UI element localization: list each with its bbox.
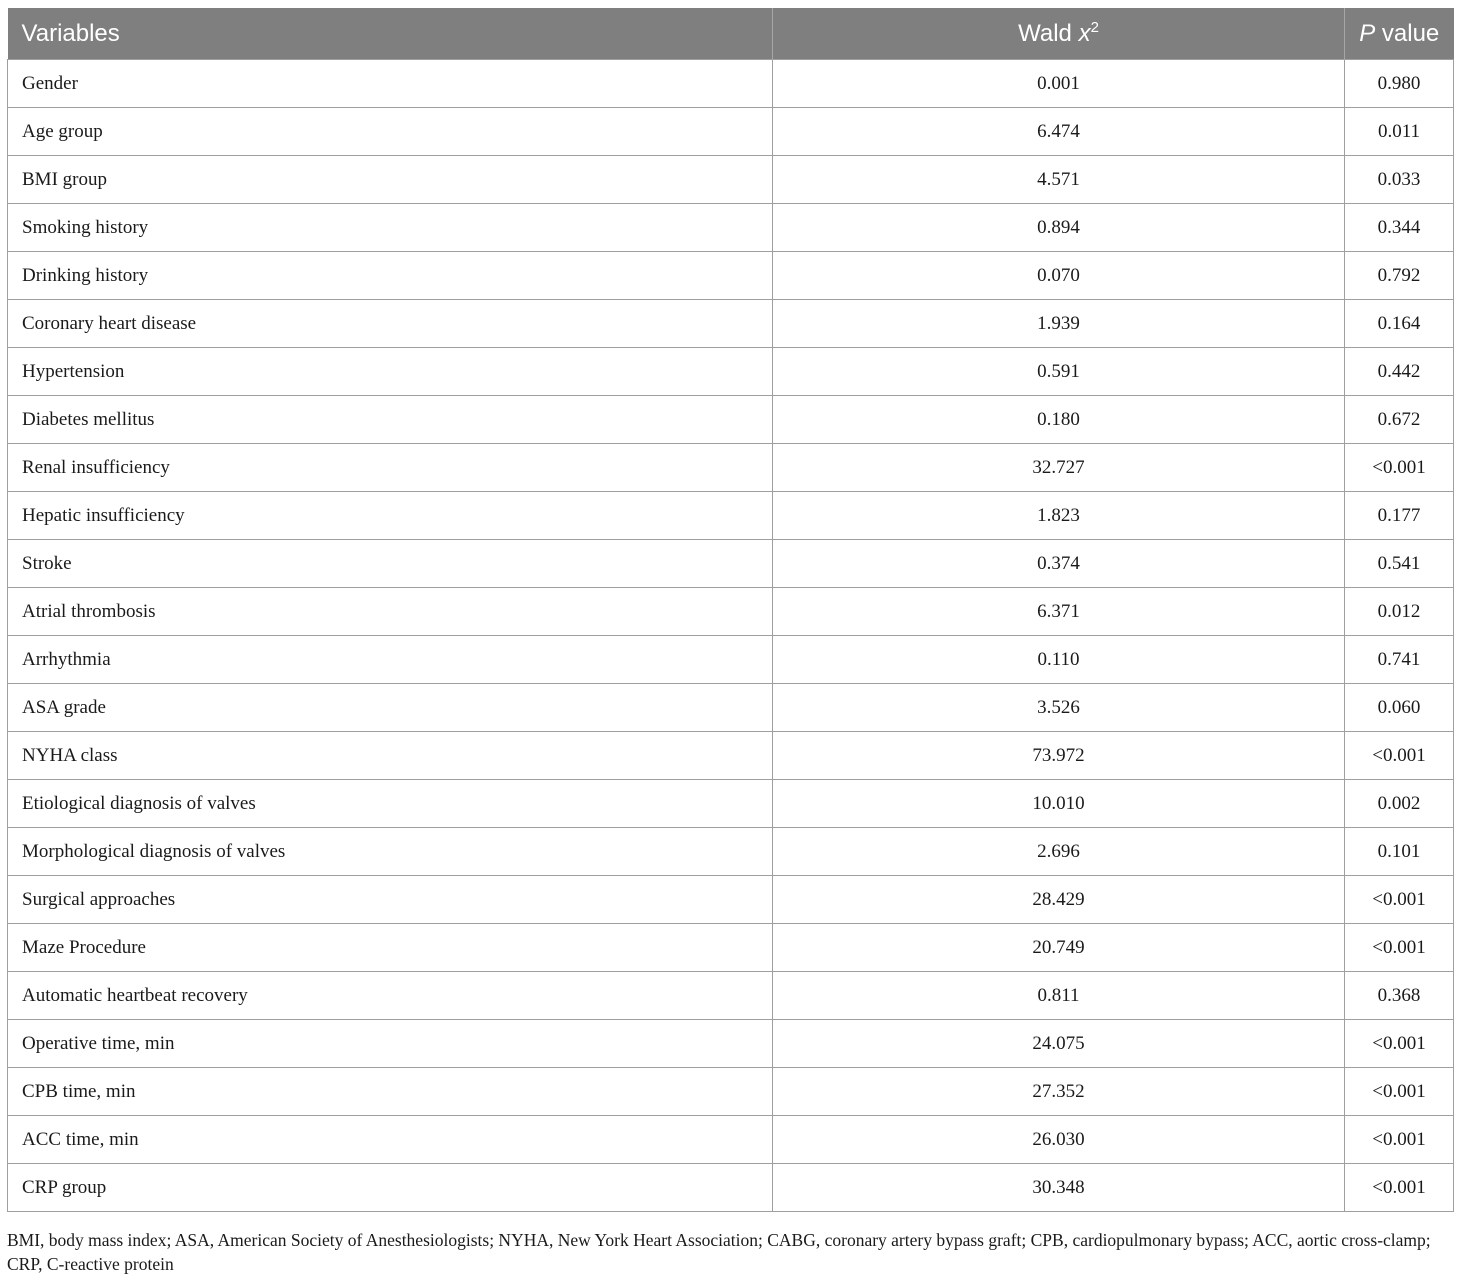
cell-variable: Age group: [8, 108, 773, 156]
cell-wald-chi-square: 30.348: [773, 1164, 1345, 1212]
cell-variable: Atrial thrombosis: [8, 588, 773, 636]
table-row: [8, 780, 1454, 828]
cell-p-value: <0.001: [1345, 1164, 1454, 1212]
cell-variable: Etiological diagnosis of valves: [8, 780, 773, 828]
table-row: [8, 156, 1454, 204]
cell-variable: Hypertension: [8, 348, 773, 396]
table-row: [8, 876, 1454, 924]
table-row: [8, 924, 1454, 972]
cell-p-value: 0.541: [1345, 540, 1454, 588]
cell-variable: Gender: [8, 60, 773, 108]
cell-wald-chi-square: 6.371: [773, 588, 1345, 636]
table-header: [8, 8, 1454, 60]
table-row: [8, 540, 1454, 588]
cell-p-value: 0.164: [1345, 300, 1454, 348]
cell-wald-chi-square: 27.352: [773, 1068, 1345, 1116]
results-table-container: [7, 8, 1453, 1212]
header-p-italic: P: [1359, 19, 1376, 47]
table-row: [8, 444, 1454, 492]
cell-p-value: 0.792: [1345, 252, 1454, 300]
table-row: [8, 252, 1454, 300]
cell-p-value: 0.980: [1345, 60, 1454, 108]
cell-p-value: <0.001: [1345, 444, 1454, 492]
cell-p-value: <0.001: [1345, 732, 1454, 780]
table-row: [8, 828, 1454, 876]
results-table: [7, 8, 1454, 1212]
header-wald-superscript: 2: [1090, 18, 1099, 36]
cell-p-value: 0.344: [1345, 204, 1454, 252]
table-row: [8, 60, 1454, 108]
cell-wald-chi-square: 3.526: [773, 684, 1345, 732]
table-row: [8, 684, 1454, 732]
table-row: [8, 492, 1454, 540]
cell-wald-chi-square: 10.010: [773, 780, 1345, 828]
cell-p-value: 0.368: [1345, 972, 1454, 1020]
table-footnote: BMI, body mass index; ASA, American Society of Anesthesiologists; NYHA, New York Heart Association; CABG, coronary artery bypass graft; CPB, cardiopulmonary bypass; ACC, aortic cross-clamp; CRP, C-reactive protein: [7, 1230, 1431, 1274]
cell-wald-chi-square: 73.972: [773, 732, 1345, 780]
table-row: [8, 300, 1454, 348]
table-row: [8, 108, 1454, 156]
cell-p-value: 0.012: [1345, 588, 1454, 636]
cell-p-value: 0.033: [1345, 156, 1454, 204]
cell-wald-chi-square: 28.429: [773, 876, 1345, 924]
cell-wald-chi-square: 4.571: [773, 156, 1345, 204]
table-row: [8, 1164, 1454, 1212]
cell-p-value: 0.011: [1345, 108, 1454, 156]
cell-p-value: 0.101: [1345, 828, 1454, 876]
cell-variable: ASA grade: [8, 684, 773, 732]
table-body: [8, 60, 1454, 1212]
cell-p-value: 0.060: [1345, 684, 1454, 732]
cell-variable: Stroke: [8, 540, 773, 588]
cell-wald-chi-square: 0.001: [773, 60, 1345, 108]
cell-variable: Renal insufficiency: [8, 444, 773, 492]
cell-wald-chi-square: 2.696: [773, 828, 1345, 876]
cell-variable: NYHA class: [8, 732, 773, 780]
table-row: [8, 348, 1454, 396]
header-wald-italic: x: [1078, 19, 1091, 47]
cell-wald-chi-square: 0.070: [773, 252, 1345, 300]
header-variables: Variables: [8, 8, 773, 60]
cell-wald-chi-square: 20.749: [773, 924, 1345, 972]
cell-variable: Diabetes mellitus: [8, 396, 773, 444]
cell-p-value: <0.001: [1345, 924, 1454, 972]
header-wald-label: Wald: [1018, 19, 1079, 47]
cell-variable: ACC time, min: [8, 1116, 773, 1164]
cell-wald-chi-square: 32.727: [773, 444, 1345, 492]
cell-wald-chi-square: 1.939: [773, 300, 1345, 348]
table-row: [8, 636, 1454, 684]
header-wald-chi-square: [773, 8, 1345, 60]
cell-variable: Maze Procedure: [8, 924, 773, 972]
cell-wald-chi-square: 1.823: [773, 492, 1345, 540]
cell-variable: Smoking history: [8, 204, 773, 252]
table-row: [8, 588, 1454, 636]
cell-variable: Surgical approaches: [8, 876, 773, 924]
cell-p-value: <0.001: [1345, 876, 1454, 924]
cell-p-value: 0.672: [1345, 396, 1454, 444]
cell-variable: Coronary heart disease: [8, 300, 773, 348]
table-row: [8, 1116, 1454, 1164]
cell-variable: Hepatic insufficiency: [8, 492, 773, 540]
table-row: [8, 1020, 1454, 1068]
table-row: [8, 732, 1454, 780]
cell-p-value: <0.001: [1345, 1068, 1454, 1116]
cell-variable: CPB time, min: [8, 1068, 773, 1116]
cell-variable: Arrhythmia: [8, 636, 773, 684]
cell-variable: Operative time, min: [8, 1020, 773, 1068]
cell-variable: Drinking history: [8, 252, 773, 300]
header-p-label: value: [1375, 19, 1440, 47]
cell-p-value: <0.001: [1345, 1020, 1454, 1068]
cell-wald-chi-square: 0.894: [773, 204, 1345, 252]
cell-wald-chi-square: 24.075: [773, 1020, 1345, 1068]
cell-wald-chi-square: 0.374: [773, 540, 1345, 588]
header-p-value: [1345, 8, 1454, 60]
cell-wald-chi-square: 0.180: [773, 396, 1345, 444]
cell-p-value: 0.442: [1345, 348, 1454, 396]
cell-variable: Automatic heartbeat recovery: [8, 972, 773, 1020]
cell-wald-chi-square: 0.110: [773, 636, 1345, 684]
table-row: [8, 1068, 1454, 1116]
cell-variable: BMI group: [8, 156, 773, 204]
cell-p-value: 0.741: [1345, 636, 1454, 684]
cell-variable: CRP group: [8, 1164, 773, 1212]
cell-wald-chi-square: 0.811: [773, 972, 1345, 1020]
header-row: [8, 8, 1454, 60]
table-row: [8, 972, 1454, 1020]
cell-p-value: 0.177: [1345, 492, 1454, 540]
cell-wald-chi-square: 6.474: [773, 108, 1345, 156]
cell-p-value: <0.001: [1345, 1116, 1454, 1164]
table-row: [8, 396, 1454, 444]
cell-wald-chi-square: 26.030: [773, 1116, 1345, 1164]
cell-p-value: 0.002: [1345, 780, 1454, 828]
cell-wald-chi-square: 0.591: [773, 348, 1345, 396]
table-row: [8, 204, 1454, 252]
cell-variable: Morphological diagnosis of valves: [8, 828, 773, 876]
